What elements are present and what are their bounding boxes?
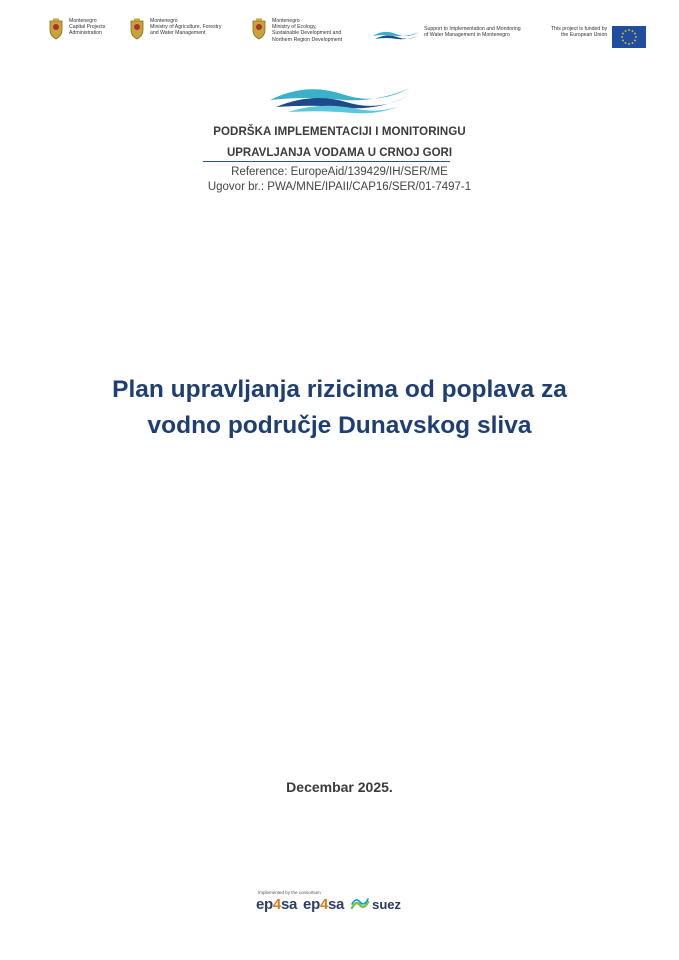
- document-title-line2: vodno područje Dunavskog sliva: [147, 412, 532, 439]
- logo-text-line: Montenegro: [272, 18, 300, 24]
- logo-text-line: of Water Management in Montenegro: [424, 32, 510, 39]
- logo-text-line: Sustainable Development and: [272, 30, 342, 37]
- logo-ministry-ecology: [250, 18, 342, 43]
- logo-ministry-agriculture: [128, 18, 222, 40]
- project-header: [0, 80, 679, 193]
- document-title-line1: Plan upravljanja rizicima od poplava za: [112, 376, 567, 403]
- divider: [203, 161, 450, 162]
- epsa-logo-part: ep: [303, 896, 320, 913]
- logo-text-line: This project is funded by: [551, 26, 608, 32]
- project-name-line2-text: UPRAVLJANJA VODAMA U CRNOJ GORI: [226, 147, 453, 159]
- suez-logo-icon: [350, 898, 370, 912]
- logo-text-line: the European Union: [561, 32, 608, 39]
- epsa-logo: [256, 896, 297, 913]
- water-wave-logo-icon: [372, 28, 420, 42]
- logo-text-line: Capital Projects: [69, 24, 106, 31]
- epsa-logo: [303, 896, 344, 913]
- reference-number: Reference: EuropeAid/139429/IH/SER/ME: [231, 166, 448, 178]
- project-name-line1: PODRŠKA IMPLEMENTACIJI I MONITORINGU: [213, 126, 466, 138]
- logo-water-support-project: [372, 26, 521, 42]
- epsa-logo-part: sa: [280, 896, 298, 913]
- logo-text-line: Northern Region Development: [272, 36, 343, 43]
- eu-flag-icon: [612, 26, 646, 48]
- consortium-logos: [256, 896, 401, 913]
- logo-text-line: Administration: [69, 30, 102, 37]
- document-date: Decembar 2025.: [286, 779, 393, 795]
- logo-text-line: and Water Management: [150, 30, 206, 37]
- montenegro-crest-icon: [128, 18, 146, 40]
- logo-text-line: Support to Implementation and Monitoring: [424, 26, 521, 32]
- logo-text-line: Ministry of Ecology,: [272, 24, 317, 31]
- logo-text-line: Ministry of Agriculture, Forestry: [150, 24, 222, 31]
- logo-text-line: Montenegro: [69, 18, 97, 24]
- logo-text-line: Montenegro: [150, 18, 178, 24]
- epsa-logo-part: ep: [256, 896, 273, 913]
- suez-logo: [350, 897, 401, 912]
- project-name-line2: [225, 147, 454, 159]
- partner-logos-bar: [0, 18, 679, 58]
- epsa-logo-part: 4: [319, 896, 328, 913]
- document-title: [0, 372, 679, 444]
- contract-number: Ugovor br.: PWA/MNE/IPAII/CAP16/SER/01-7497-1: [207, 181, 472, 193]
- epsa-logo-part: 4: [272, 896, 281, 913]
- logo-eu-funded: [551, 26, 646, 48]
- logo-capital-projects: [47, 18, 105, 40]
- montenegro-crest-icon: [47, 18, 65, 40]
- epsa-logo-part: sa: [328, 896, 345, 913]
- implemented-by-label: Implemented by the consortium: [258, 890, 321, 895]
- suez-logo-text: suez: [372, 897, 401, 912]
- water-wave-logo-icon: [266, 80, 414, 116]
- montenegro-crest-icon: [250, 18, 268, 40]
